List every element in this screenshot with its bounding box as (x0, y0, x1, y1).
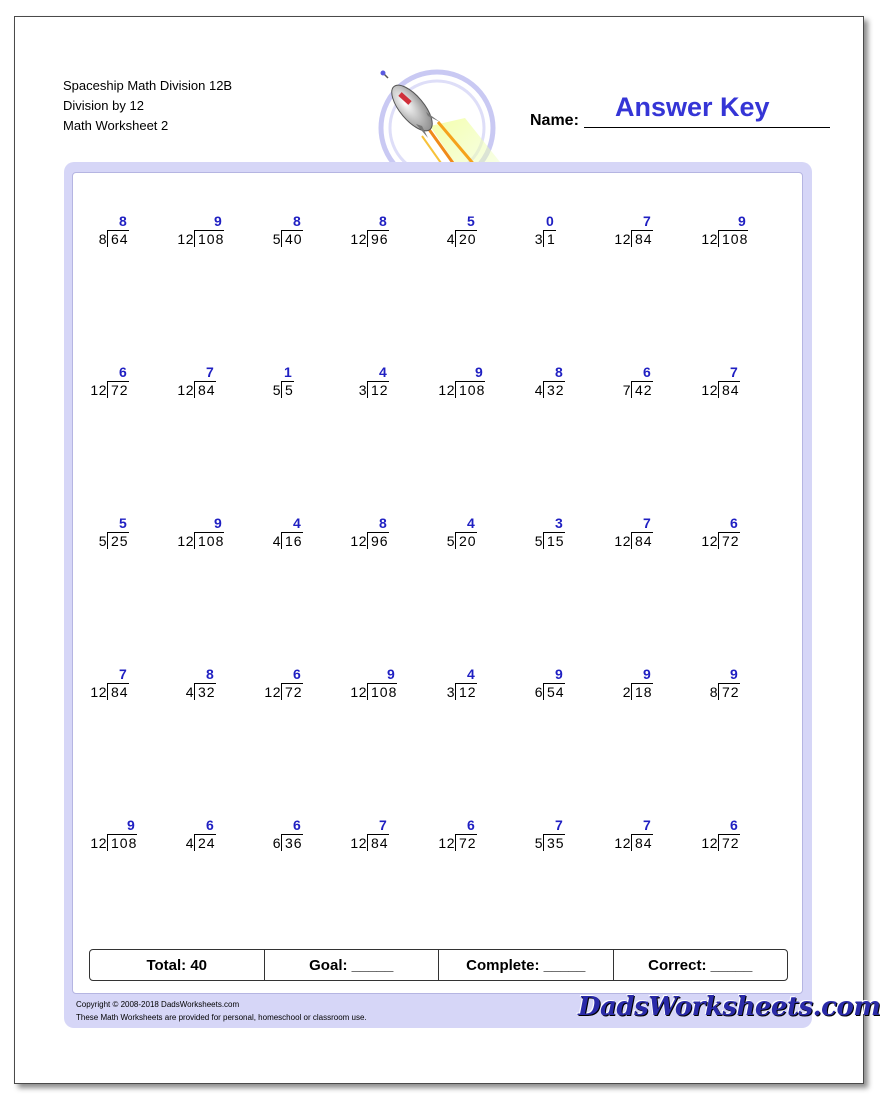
answer: 9 (387, 666, 395, 682)
division-problem (530, 666, 594, 710)
division-problem (701, 364, 769, 408)
answer: 4 (467, 515, 475, 531)
answer: 7 (643, 817, 651, 833)
answer: 5 (467, 213, 475, 229)
division-problem (618, 364, 682, 408)
divisor: 4 (185, 684, 194, 700)
answer: 7 (119, 666, 127, 682)
divisor: 12 (177, 382, 194, 398)
score-complete: Complete: _____ (439, 950, 614, 980)
dividend: 108 (718, 230, 748, 247)
name-label: Name: (530, 112, 579, 129)
division-problem (530, 515, 594, 559)
division-problem (90, 666, 158, 710)
answer: 5 (119, 515, 127, 531)
site-logo: DadsWorksheets.com (578, 992, 880, 1022)
dividend: 40 (281, 230, 303, 247)
answer: 8 (379, 515, 387, 531)
division-problem (701, 515, 769, 559)
divisor: 12 (438, 835, 455, 851)
dividend: 36 (281, 834, 303, 851)
dividend: 72 (718, 834, 740, 851)
answer: 4 (467, 666, 475, 682)
divisor: 12 (701, 533, 718, 549)
answer: 6 (206, 817, 214, 833)
answer: 9 (555, 666, 563, 682)
answer: 8 (206, 666, 214, 682)
division-problem (354, 364, 418, 408)
division-problem (614, 213, 682, 257)
dividend: 84 (367, 834, 389, 851)
division-problem (350, 666, 418, 710)
name-line (584, 127, 830, 128)
dividend: 5 (281, 381, 294, 398)
answer: 6 (643, 364, 651, 380)
divisor: 5 (272, 382, 281, 398)
divisor: 12 (614, 533, 631, 549)
divisor: 7 (622, 382, 631, 398)
division-problem (177, 364, 245, 408)
score-bar (89, 949, 788, 981)
division-problem (268, 364, 332, 408)
answer: 9 (738, 213, 746, 229)
divisor: 12 (614, 835, 631, 851)
divisor: 12 (701, 382, 718, 398)
division-problem (530, 364, 594, 408)
answer: 7 (730, 364, 738, 380)
divisor: 6 (272, 835, 281, 851)
divisor: 4 (446, 231, 455, 247)
divisor: 3 (446, 684, 455, 700)
divisor: 12 (701, 231, 718, 247)
answer: 6 (293, 666, 301, 682)
division-problem (264, 666, 332, 710)
divisor: 2 (622, 684, 631, 700)
divisor: 12 (177, 231, 194, 247)
dividend: 12 (367, 381, 389, 398)
dividend: 32 (194, 683, 216, 700)
division-problem (442, 515, 506, 559)
answer: 8 (555, 364, 563, 380)
dividend: 42 (631, 381, 653, 398)
dividend: 108 (194, 230, 224, 247)
dividend: 15 (543, 532, 565, 549)
dividend: 108 (455, 381, 485, 398)
division-problem (442, 213, 506, 257)
answer: 7 (643, 213, 651, 229)
worksheet-header (63, 76, 232, 136)
dividend: 84 (107, 683, 129, 700)
answer: 9 (214, 213, 222, 229)
answer: 6 (730, 817, 738, 833)
score-total: Total: 40 (90, 950, 265, 980)
answer-key-title: Answer Key (615, 92, 770, 122)
divisor: 12 (350, 533, 367, 549)
dividend: 72 (455, 834, 477, 851)
division-problem (350, 213, 418, 257)
divisor: 4 (272, 533, 281, 549)
divisor: 5 (272, 231, 281, 247)
answer: 9 (643, 666, 651, 682)
dividend: 20 (455, 532, 477, 549)
worksheet-subtitle: Division by 12 (63, 98, 144, 113)
answer: 8 (379, 213, 387, 229)
answer: 6 (467, 817, 475, 833)
divisor: 12 (264, 684, 281, 700)
dividend: 84 (631, 834, 653, 851)
answer: 9 (475, 364, 483, 380)
answer: 9 (730, 666, 738, 682)
footer-text (76, 998, 367, 1024)
division-problem (701, 817, 769, 861)
divisor: 8 (709, 684, 718, 700)
dividend: 108 (194, 532, 224, 549)
worksheet-title: Spaceship Math Division 12B (63, 78, 233, 93)
answer: 7 (206, 364, 214, 380)
division-problem (268, 213, 332, 257)
answer: 3 (555, 515, 563, 531)
divisor: 5 (534, 835, 543, 851)
answer: 9 (214, 515, 222, 531)
divisor: 6 (534, 684, 543, 700)
divisor: 12 (350, 684, 367, 700)
division-problem (94, 213, 158, 257)
divisor: 3 (534, 231, 543, 247)
divisor: 4 (185, 835, 194, 851)
answer: 6 (730, 515, 738, 531)
usage-notice: These Math Worksheets are provided for personal, homeschool or classroom use. (76, 1013, 367, 1022)
divisor: 12 (701, 835, 718, 851)
score-goal: Goal: _____ (265, 950, 440, 980)
division-problem (177, 213, 245, 257)
answer: 0 (546, 213, 554, 229)
dividend: 72 (718, 683, 740, 700)
division-problem (350, 817, 418, 861)
division-problem (181, 666, 245, 710)
divisor: 12 (90, 684, 107, 700)
division-problem (268, 515, 332, 559)
answer: 4 (293, 515, 301, 531)
divisor: 12 (177, 533, 194, 549)
division-problem (438, 364, 506, 408)
divisor: 5 (534, 533, 543, 549)
dividend: 108 (367, 683, 397, 700)
dividend: 35 (543, 834, 565, 851)
answer: 6 (293, 817, 301, 833)
division-problem (705, 666, 769, 710)
dividend: 84 (194, 381, 216, 398)
dividend: 1 (543, 230, 556, 247)
dividend: 72 (281, 683, 303, 700)
divisor: 5 (446, 533, 455, 549)
dividend: 24 (194, 834, 216, 851)
divisor: 12 (350, 231, 367, 247)
dividend: 84 (631, 230, 653, 247)
dividend: 96 (367, 230, 389, 247)
division-problem (268, 817, 332, 861)
division-problem (177, 515, 245, 559)
division-problem (701, 213, 769, 257)
answer: 7 (643, 515, 651, 531)
answer: 1 (284, 364, 292, 380)
divisor: 8 (98, 231, 107, 247)
division-problem (442, 666, 506, 710)
division-problem (530, 213, 594, 257)
divisor: 3 (358, 382, 367, 398)
score-correct: Correct: _____ (648, 956, 753, 974)
answer: 7 (379, 817, 387, 833)
dividend: 84 (718, 381, 740, 398)
dividend: 18 (631, 683, 653, 700)
division-problem (350, 515, 418, 559)
dividend: 84 (631, 532, 653, 549)
answer: 8 (119, 213, 127, 229)
division-problem (94, 515, 158, 559)
problem-frame (64, 162, 812, 1028)
division-problem (181, 817, 245, 861)
dividend: 12 (455, 683, 477, 700)
division-problem (614, 515, 682, 559)
dividend: 16 (281, 532, 303, 549)
dividend: 20 (455, 230, 477, 247)
division-problem (90, 817, 158, 861)
dividend: 72 (718, 532, 740, 549)
problem-area (72, 172, 803, 994)
dividend: 72 (107, 381, 129, 398)
division-problem (618, 666, 682, 710)
division-problem (614, 817, 682, 861)
division-problem (530, 817, 594, 861)
divisor: 12 (350, 835, 367, 851)
divisor: 5 (98, 533, 107, 549)
division-problem (90, 364, 158, 408)
answer: 7 (555, 817, 563, 833)
dividend: 25 (107, 532, 129, 549)
answer: 4 (379, 364, 387, 380)
division-problem (438, 817, 506, 861)
divisor: 12 (90, 835, 107, 851)
answer: 9 (127, 817, 135, 833)
divisor: 4 (534, 382, 543, 398)
dividend: 32 (543, 381, 565, 398)
dividend: 54 (543, 683, 565, 700)
worksheet-number: Math Worksheet 2 (63, 118, 169, 133)
divisor: 12 (614, 231, 631, 247)
answer: 8 (293, 213, 301, 229)
divisor: 12 (438, 382, 455, 398)
answer: 6 (119, 364, 127, 380)
dividend: 108 (107, 834, 137, 851)
dividend: 64 (107, 230, 129, 247)
divisor: 12 (90, 382, 107, 398)
dividend: 96 (367, 532, 389, 549)
copyright-text: Copyright © 2008-2018 DadsWorksheets.com (76, 1000, 240, 1009)
